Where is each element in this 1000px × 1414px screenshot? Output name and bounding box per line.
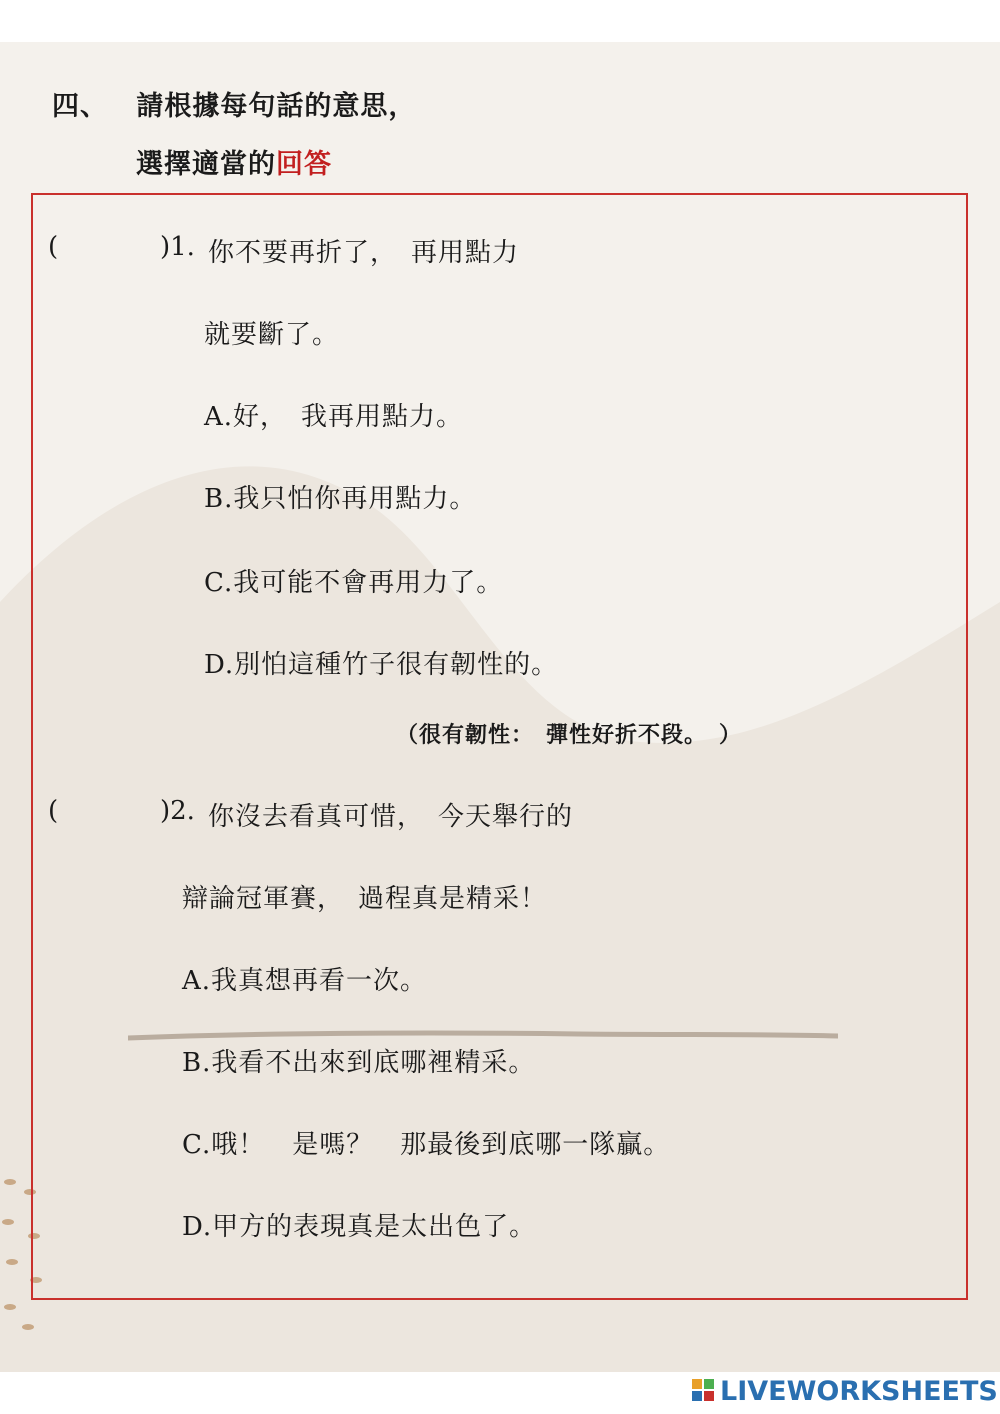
q2-prompt-line-2: 辯論冠軍賽， 過程真是精采！ [182,884,548,914]
instruction-heading-line-2 [136,142,332,181]
q1-option-b: B.我只怕你再用點力。 [204,484,477,514]
q1-prompt-line-2: 就要斷了。 [204,320,340,350]
instruction-highlight: 回答 [276,149,332,180]
instruction-line-2: 選擇適當的 [136,149,276,180]
q1-option-c: C.我可能不會再用力了。 [204,568,504,598]
q2-option-d: D.甲方的表現真是太出色了。 [182,1212,537,1242]
q1-prompt-line-1: 你不要再折了， 再用點力 [208,238,520,268]
q1-option-a: A.好， 我再用點力。 [204,402,464,432]
q2-option-a: A.我真想再看一次。 [182,966,428,996]
q2-answer-input[interactable] [64,794,154,830]
q2-paren-open: ( [48,796,59,826]
q2-number: )2. [160,796,195,826]
section-number: 四、 [52,91,108,122]
q1-number: )1. [160,232,195,262]
q1-vocabulary-note: （很有韌性： 彈性好折不段。 ） [396,722,743,748]
q2-option-b: B.我看不出來到底哪裡精采。 [182,1048,536,1078]
liveworksheets-logo[interactable] [692,1375,998,1407]
q1-answer-input[interactable] [64,230,154,266]
q1-paren-open: ( [48,232,59,262]
q2-option-c: C.哦！ 是嗎？ 那最後到底哪一隊贏。 [182,1130,671,1160]
instruction-heading [52,84,416,123]
liveworksheets-logo-icon [692,1379,714,1403]
q1-option-d: D.別怕這種竹子很有韌性的。 [204,650,559,680]
instruction-line-1: 請根據每句話的意思， [136,91,417,122]
q2-prompt-line-1: 你沒去看真可惜， 今天舉行的 [208,802,574,832]
liveworksheets-brand: LIVEWORKSHEETS [720,1375,998,1407]
